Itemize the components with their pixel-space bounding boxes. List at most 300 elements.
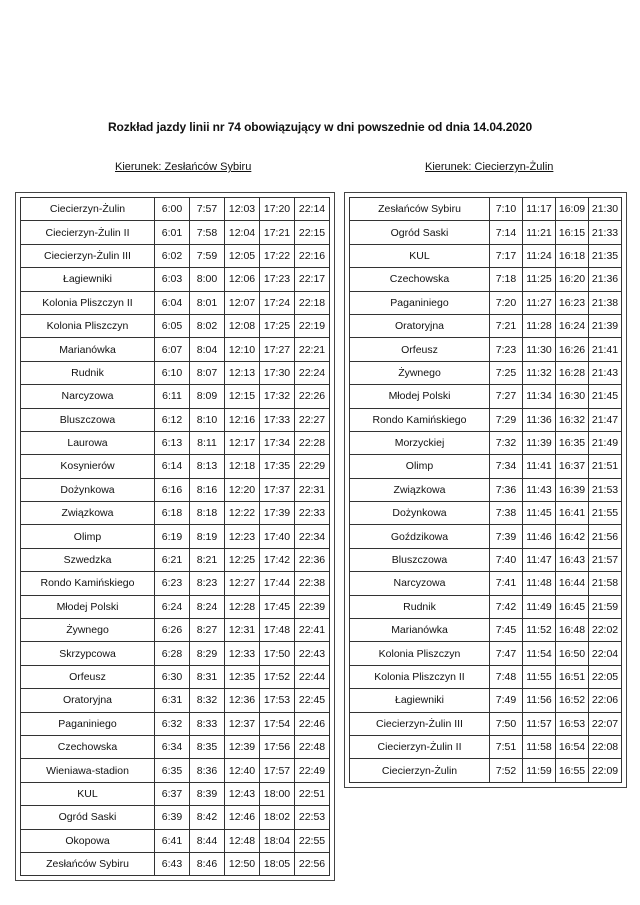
departure-time-cell: 6:12	[155, 408, 190, 431]
departure-time-cell: 22:06	[589, 689, 622, 712]
departure-time-cell: 7:25	[490, 361, 523, 384]
departure-time-cell: 16:52	[556, 689, 589, 712]
departure-time-cell: 17:37	[260, 478, 295, 501]
table-row	[350, 735, 622, 758]
departure-time-cell: 16:09	[556, 198, 589, 221]
departure-time-cell: 21:38	[589, 291, 622, 314]
departure-time-cell: 6:05	[155, 314, 190, 337]
departure-time-cell: 22:19	[295, 314, 330, 337]
stop-name-cell: Łagiewniki	[350, 689, 490, 712]
departure-time-cell: 7:29	[490, 408, 523, 431]
departure-time-cell: 16:51	[556, 665, 589, 688]
departure-time-cell: 21:58	[589, 572, 622, 595]
departure-time-cell: 8:04	[190, 338, 225, 361]
stop-name-cell: Marianówka	[21, 338, 155, 361]
stop-name-cell: Wieniawa-stadion	[21, 759, 155, 782]
departure-time-cell: 22:28	[295, 431, 330, 454]
departure-time-cell: 12:17	[225, 431, 260, 454]
table-row	[21, 385, 330, 408]
departure-time-cell: 8:31	[190, 665, 225, 688]
departure-time-cell: 12:43	[225, 782, 260, 805]
table-row	[21, 548, 330, 571]
table-row	[21, 712, 330, 735]
departure-time-cell: 11:54	[523, 642, 556, 665]
departure-time-cell: 7:32	[490, 431, 523, 454]
departure-time-cell: 8:02	[190, 314, 225, 337]
departure-time-cell: 17:23	[260, 268, 295, 291]
stop-name-cell: Szwedzka	[21, 548, 155, 571]
departure-time-cell: 11:39	[523, 431, 556, 454]
departure-time-cell: 18:02	[260, 806, 295, 829]
departure-time-cell: 6:19	[155, 525, 190, 548]
stop-name-cell: Ciecierzyn-Żulin	[350, 759, 490, 782]
departure-time-cell: 16:32	[556, 408, 589, 431]
departure-time-cell: 6:18	[155, 502, 190, 525]
table-row	[350, 619, 622, 642]
departure-time-cell: 8:42	[190, 806, 225, 829]
table-row	[350, 548, 622, 571]
departure-time-cell: 6:04	[155, 291, 190, 314]
departure-time-cell: 6:13	[155, 431, 190, 454]
departure-time-cell: 12:25	[225, 548, 260, 571]
departure-time-cell: 21:45	[589, 385, 622, 408]
departure-time-cell: 6:28	[155, 642, 190, 665]
departure-time-cell: 7:21	[490, 314, 523, 337]
stop-name-cell: Kosynierów	[21, 455, 155, 478]
departure-time-cell: 16:45	[556, 595, 589, 618]
departure-time-cell: 17:20	[260, 198, 295, 221]
departure-time-cell: 16:41	[556, 502, 589, 525]
table-row	[21, 478, 330, 501]
departure-time-cell: 16:23	[556, 291, 589, 314]
stop-name-cell: Związkowa	[350, 478, 490, 501]
departure-time-cell: 22:41	[295, 619, 330, 642]
stop-name-cell: Laurowa	[21, 431, 155, 454]
departure-time-cell: 11:25	[523, 268, 556, 291]
departure-time-cell: 7:10	[490, 198, 523, 221]
page-title: Rozkład jazdy linii nr 74 obowiązujący w dni powszednie od dnia 14.04.2020	[107, 120, 533, 134]
departure-time-cell: 17:35	[260, 455, 295, 478]
stop-name-cell: Skrzypcowa	[21, 642, 155, 665]
departure-time-cell: 21:51	[589, 455, 622, 478]
departure-time-cell: 8:10	[190, 408, 225, 431]
departure-time-cell: 11:59	[523, 759, 556, 782]
departure-time-cell: 6:43	[155, 852, 190, 875]
departure-time-cell: 18:05	[260, 852, 295, 875]
departure-time-cell: 6:11	[155, 385, 190, 408]
stop-name-cell: Ogród Saski	[21, 806, 155, 829]
departure-time-cell: 22:46	[295, 712, 330, 735]
departure-time-cell: 12:04	[225, 221, 260, 244]
departure-time-cell: 8:44	[190, 829, 225, 852]
table-row	[350, 198, 622, 221]
departure-time-cell: 21:35	[589, 244, 622, 267]
departure-time-cell: 21:43	[589, 361, 622, 384]
departure-time-cell: 8:32	[190, 689, 225, 712]
departure-time-cell: 8:11	[190, 431, 225, 454]
departure-time-cell: 12:05	[225, 244, 260, 267]
departure-time-cell: 7:57	[190, 198, 225, 221]
table-row	[350, 361, 622, 384]
departure-time-cell: 16:24	[556, 314, 589, 337]
timetable-left	[20, 197, 330, 876]
departure-time-cell: 22:38	[295, 572, 330, 595]
table-row	[350, 221, 622, 244]
stop-name-cell: Czechowska	[21, 735, 155, 758]
departure-time-cell: 7:39	[490, 525, 523, 548]
table-row	[21, 619, 330, 642]
departure-time-cell: 22:08	[589, 735, 622, 758]
departure-time-cell: 6:31	[155, 689, 190, 712]
departure-time-cell: 8:29	[190, 642, 225, 665]
departure-time-cell: 22:43	[295, 642, 330, 665]
table-row	[21, 455, 330, 478]
departure-time-cell: 11:45	[523, 502, 556, 525]
stop-name-cell: Morzyckiej	[350, 431, 490, 454]
table-row	[350, 759, 622, 782]
stop-name-cell: Zesłańców Sybiru	[21, 852, 155, 875]
departure-time-cell: 11:57	[523, 712, 556, 735]
departure-time-cell: 17:44	[260, 572, 295, 595]
departure-time-cell: 7:20	[490, 291, 523, 314]
departure-time-cell: 22:17	[295, 268, 330, 291]
departure-time-cell: 22:02	[589, 619, 622, 642]
departure-time-cell: 6:16	[155, 478, 190, 501]
table-row	[21, 595, 330, 618]
stop-name-cell: KUL	[21, 782, 155, 805]
departure-time-cell: 16:50	[556, 642, 589, 665]
departure-time-cell: 12:22	[225, 502, 260, 525]
departure-time-cell: 12:20	[225, 478, 260, 501]
departure-time-cell: 16:44	[556, 572, 589, 595]
departure-time-cell: 22:24	[295, 361, 330, 384]
departure-time-cell: 12:31	[225, 619, 260, 642]
departure-time-cell: 16:39	[556, 478, 589, 501]
departure-time-cell: 7:14	[490, 221, 523, 244]
table-row	[21, 572, 330, 595]
table-row	[21, 665, 330, 688]
departure-time-cell: 12:03	[225, 198, 260, 221]
table-row	[21, 314, 330, 337]
departure-time-cell: 11:21	[523, 221, 556, 244]
departure-time-cell: 8:46	[190, 852, 225, 875]
departure-time-cell: 8:13	[190, 455, 225, 478]
table-row	[350, 408, 622, 431]
stop-name-cell: Narcyzowa	[350, 572, 490, 595]
stop-name-cell: Goździkowa	[350, 525, 490, 548]
stop-name-cell: Żywnego	[350, 361, 490, 384]
departure-time-cell: 11:30	[523, 338, 556, 361]
departure-time-cell: 12:37	[225, 712, 260, 735]
departure-time-cell: 12:06	[225, 268, 260, 291]
departure-time-cell: 17:53	[260, 689, 295, 712]
departure-time-cell: 6:07	[155, 338, 190, 361]
stop-name-cell: Oratoryjna	[21, 689, 155, 712]
departure-time-cell: 12:18	[225, 455, 260, 478]
stop-name-cell: Czechowska	[350, 268, 490, 291]
table-row	[21, 642, 330, 665]
departure-time-cell: 11:43	[523, 478, 556, 501]
departure-time-cell: 7:52	[490, 759, 523, 782]
departure-time-cell: 21:53	[589, 478, 622, 501]
direction-right-label: Kierunek: Ciecierzyn-Żulin	[425, 161, 554, 173]
departure-time-cell: 8:19	[190, 525, 225, 548]
departure-time-cell: 8:18	[190, 502, 225, 525]
departure-time-cell: 12:50	[225, 852, 260, 875]
departure-time-cell: 8:07	[190, 361, 225, 384]
departure-time-cell: 11:24	[523, 244, 556, 267]
stop-name-cell: Orfeusz	[21, 665, 155, 688]
stop-name-cell: Kolonia Pliszczyn II	[21, 291, 155, 314]
table-row	[21, 806, 330, 829]
departure-time-cell: 7:45	[490, 619, 523, 642]
departure-time-cell: 17:57	[260, 759, 295, 782]
stop-name-cell: KUL	[350, 244, 490, 267]
departure-time-cell: 22:21	[295, 338, 330, 361]
departure-time-cell: 8:16	[190, 478, 225, 501]
table-row	[21, 361, 330, 384]
departure-time-cell: 6:02	[155, 244, 190, 267]
table-row	[21, 689, 330, 712]
departure-time-cell: 16:54	[556, 735, 589, 758]
table-row	[21, 408, 330, 431]
table-row	[21, 502, 330, 525]
departure-time-cell: 17:56	[260, 735, 295, 758]
departure-time-cell: 22:39	[295, 595, 330, 618]
departure-time-cell: 22:18	[295, 291, 330, 314]
departure-time-cell: 6:21	[155, 548, 190, 571]
departure-time-cell: 8:27	[190, 619, 225, 642]
stop-name-cell: Rondo Kamińskiego	[350, 408, 490, 431]
departure-time-cell: 17:21	[260, 221, 295, 244]
departure-time-cell: 12:39	[225, 735, 260, 758]
table-row	[21, 244, 330, 267]
stop-name-cell: Młodej Polski	[350, 385, 490, 408]
departure-time-cell: 7:47	[490, 642, 523, 665]
departure-time-cell: 11:48	[523, 572, 556, 595]
departure-time-cell: 8:35	[190, 735, 225, 758]
stop-name-cell: Ciecierzyn-Żulin III	[350, 712, 490, 735]
stop-name-cell: Paganiniego	[350, 291, 490, 314]
stop-name-cell: Rondo Kamińskiego	[21, 572, 155, 595]
departure-time-cell: 17:42	[260, 548, 295, 571]
departure-time-cell: 17:40	[260, 525, 295, 548]
departure-time-cell: 6:14	[155, 455, 190, 478]
table-row	[21, 431, 330, 454]
departure-time-cell: 7:17	[490, 244, 523, 267]
stop-name-cell: Ogród Saski	[350, 221, 490, 244]
stop-name-cell: Dożynkowa	[350, 502, 490, 525]
timetable-right-frame	[344, 192, 627, 788]
departure-time-cell: 12:23	[225, 525, 260, 548]
table-row	[350, 689, 622, 712]
departure-time-cell: 21:47	[589, 408, 622, 431]
table-row	[350, 572, 622, 595]
departure-time-cell: 22:07	[589, 712, 622, 735]
stop-name-cell: Marianówka	[350, 619, 490, 642]
departure-time-cell: 7:58	[190, 221, 225, 244]
departure-time-cell: 11:27	[523, 291, 556, 314]
departure-time-cell: 7:38	[490, 502, 523, 525]
departure-time-cell: 12:27	[225, 572, 260, 595]
table-row	[350, 268, 622, 291]
departure-time-cell: 12:08	[225, 314, 260, 337]
departure-time-cell: 6:10	[155, 361, 190, 384]
departure-time-cell: 12:35	[225, 665, 260, 688]
departure-time-cell: 12:13	[225, 361, 260, 384]
departure-time-cell: 16:42	[556, 525, 589, 548]
stop-name-cell: Olimp	[21, 525, 155, 548]
table-row	[350, 338, 622, 361]
departure-time-cell: 17:25	[260, 314, 295, 337]
table-row	[21, 268, 330, 291]
stop-name-cell: Dożynkowa	[21, 478, 155, 501]
stop-name-cell: Związkowa	[21, 502, 155, 525]
departure-time-cell: 6:30	[155, 665, 190, 688]
departure-time-cell: 6:32	[155, 712, 190, 735]
departure-time-cell: 16:35	[556, 431, 589, 454]
departure-time-cell: 12:07	[225, 291, 260, 314]
departure-time-cell: 8:39	[190, 782, 225, 805]
departure-time-cell: 22:48	[295, 735, 330, 758]
departure-time-cell: 17:52	[260, 665, 295, 688]
departure-time-cell: 22:05	[589, 665, 622, 688]
departure-time-cell: 11:34	[523, 385, 556, 408]
table-row	[350, 525, 622, 548]
departure-time-cell: 22:04	[589, 642, 622, 665]
direction-left-label: Kierunek: Zesłańców Sybiru	[115, 161, 252, 173]
departure-time-cell: 17:27	[260, 338, 295, 361]
stop-name-cell: Ciecierzyn-Żulin III	[21, 244, 155, 267]
departure-time-cell: 8:00	[190, 268, 225, 291]
departure-time-cell: 11:41	[523, 455, 556, 478]
departure-time-cell: 17:34	[260, 431, 295, 454]
table-row	[350, 385, 622, 408]
departure-time-cell: 6:37	[155, 782, 190, 805]
departure-time-cell: 22:56	[295, 852, 330, 875]
departure-time-cell: 17:24	[260, 291, 295, 314]
table-row	[21, 852, 330, 875]
departure-time-cell: 21:59	[589, 595, 622, 618]
departure-time-cell: 12:48	[225, 829, 260, 852]
departure-time-cell: 22:33	[295, 502, 330, 525]
departure-time-cell: 11:47	[523, 548, 556, 571]
departure-time-cell: 16:55	[556, 759, 589, 782]
departure-time-cell: 7:34	[490, 455, 523, 478]
departure-time-cell: 22:29	[295, 455, 330, 478]
departure-time-cell: 21:49	[589, 431, 622, 454]
stop-name-cell: Młodej Polski	[21, 595, 155, 618]
departure-time-cell: 7:23	[490, 338, 523, 361]
table-row	[350, 595, 622, 618]
departure-time-cell: 22:15	[295, 221, 330, 244]
departure-time-cell: 11:46	[523, 525, 556, 548]
departure-time-cell: 21:41	[589, 338, 622, 361]
departure-time-cell: 21:33	[589, 221, 622, 244]
table-row	[21, 759, 330, 782]
departure-time-cell: 12:15	[225, 385, 260, 408]
departure-time-cell: 11:36	[523, 408, 556, 431]
departure-time-cell: 21:30	[589, 198, 622, 221]
departure-time-cell: 17:54	[260, 712, 295, 735]
table-row	[21, 198, 330, 221]
departure-time-cell: 12:40	[225, 759, 260, 782]
departure-time-cell: 8:01	[190, 291, 225, 314]
departure-time-cell: 16:53	[556, 712, 589, 735]
departure-time-cell: 6:03	[155, 268, 190, 291]
departure-time-cell: 12:46	[225, 806, 260, 829]
departure-time-cell: 7:51	[490, 735, 523, 758]
table-row	[350, 244, 622, 267]
stop-name-cell: Kolonia Pliszczyn	[350, 642, 490, 665]
departure-time-cell: 6:35	[155, 759, 190, 782]
departure-time-cell: 12:28	[225, 595, 260, 618]
departure-time-cell: 7:41	[490, 572, 523, 595]
departure-time-cell: 22:55	[295, 829, 330, 852]
timetable-left-frame	[15, 192, 335, 881]
departure-time-cell: 6:26	[155, 619, 190, 642]
departure-time-cell: 22:09	[589, 759, 622, 782]
stop-name-cell: Oratoryjna	[350, 314, 490, 337]
departure-time-cell: 6:00	[155, 198, 190, 221]
departure-time-cell: 7:48	[490, 665, 523, 688]
departure-time-cell: 12:36	[225, 689, 260, 712]
stop-name-cell: Bluszczowa	[21, 408, 155, 431]
table-row	[21, 782, 330, 805]
departure-time-cell: 8:36	[190, 759, 225, 782]
table-row	[21, 221, 330, 244]
departure-time-cell: 18:00	[260, 782, 295, 805]
stop-name-cell: Olimp	[350, 455, 490, 478]
stop-name-cell: Paganiniego	[21, 712, 155, 735]
departure-time-cell: 8:23	[190, 572, 225, 595]
departure-time-cell: 7:27	[490, 385, 523, 408]
departure-time-cell: 11:52	[523, 619, 556, 642]
departure-time-cell: 7:50	[490, 712, 523, 735]
stop-name-cell: Ciecierzyn-Żulin II	[350, 735, 490, 758]
departure-time-cell: 6:39	[155, 806, 190, 829]
departure-time-cell: 11:28	[523, 314, 556, 337]
stop-name-cell: Narcyzowa	[21, 385, 155, 408]
table-row	[350, 712, 622, 735]
stop-name-cell: Bluszczowa	[350, 548, 490, 571]
departure-time-cell: 22:34	[295, 525, 330, 548]
departure-time-cell: 17:50	[260, 642, 295, 665]
departure-time-cell: 22:51	[295, 782, 330, 805]
table-row	[21, 525, 330, 548]
departure-time-cell: 12:10	[225, 338, 260, 361]
stop-name-cell: Orfeusz	[350, 338, 490, 361]
departure-time-cell: 16:28	[556, 361, 589, 384]
stop-name-cell: Łagiewniki	[21, 268, 155, 291]
departure-time-cell: 16:30	[556, 385, 589, 408]
departure-time-cell: 7:59	[190, 244, 225, 267]
departure-time-cell: 8:33	[190, 712, 225, 735]
departure-time-cell: 17:32	[260, 385, 295, 408]
departure-time-cell: 21:56	[589, 525, 622, 548]
departure-time-cell: 6:41	[155, 829, 190, 852]
departure-time-cell: 8:21	[190, 548, 225, 571]
departure-time-cell: 21:57	[589, 548, 622, 571]
departure-time-cell: 6:23	[155, 572, 190, 595]
departure-time-cell: 16:20	[556, 268, 589, 291]
departure-time-cell: 22:16	[295, 244, 330, 267]
departure-time-cell: 17:48	[260, 619, 295, 642]
stop-name-cell: Żywnego	[21, 619, 155, 642]
table-row	[350, 642, 622, 665]
table-row	[350, 455, 622, 478]
table-row	[21, 291, 330, 314]
